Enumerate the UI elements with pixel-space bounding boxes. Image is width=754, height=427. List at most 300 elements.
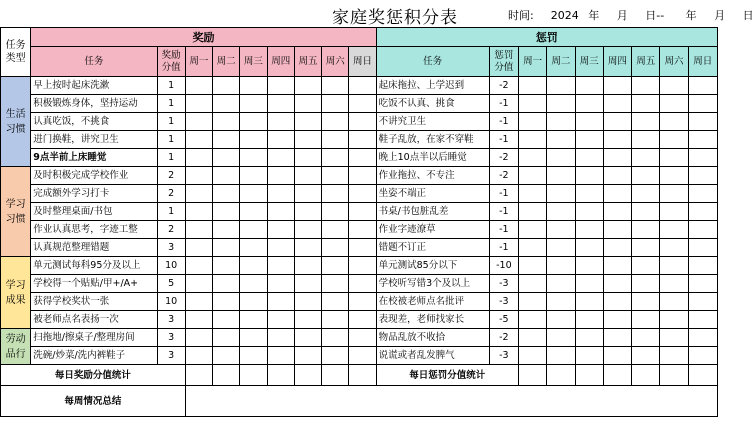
penalty-total-cell[interactable] [575, 365, 603, 386]
reward-day-cell[interactable] [349, 293, 376, 311]
penalty-day-cell[interactable] [632, 239, 660, 257]
penalty-total-cell[interactable] [603, 365, 631, 386]
penalty-day-cell[interactable] [688, 311, 717, 329]
reward-day-cell[interactable] [349, 77, 376, 95]
reward-day-cell[interactable] [322, 329, 349, 347]
reward-day-cell[interactable] [267, 167, 294, 185]
reward-day-cell[interactable] [349, 257, 376, 275]
penalty-day-cell[interactable] [575, 347, 603, 365]
penalty-day-cell[interactable] [519, 167, 547, 185]
reward-day-cell[interactable] [349, 113, 376, 131]
reward-day-cell[interactable] [213, 293, 240, 311]
reward-day-cell[interactable] [213, 185, 240, 203]
weekly-summary-row [1, 386, 718, 417]
penalty-day-cell[interactable] [603, 149, 631, 167]
reward-day-cell[interactable] [267, 131, 294, 149]
penalty-total-cell[interactable] [632, 365, 660, 386]
penalty-total-label: 每日惩罚分值统计 [376, 365, 518, 386]
penalty-day-cell[interactable] [660, 257, 688, 275]
penalty-day-cell[interactable] [603, 221, 631, 239]
penalty-day-cell[interactable] [632, 167, 660, 185]
title-row [0, 0, 754, 28]
penalty-total-cell[interactable] [688, 365, 717, 386]
reward-day-cell[interactable] [240, 185, 267, 203]
reward-day-cell[interactable] [267, 311, 294, 329]
reward-day-cell[interactable] [322, 221, 349, 239]
table-row [1, 95, 718, 113]
reward-day-cell[interactable] [240, 149, 267, 167]
reward-day-cell[interactable] [322, 113, 349, 131]
penalty-day-header: 周三 [575, 47, 603, 77]
reward-day-cell[interactable] [213, 257, 240, 275]
reward-day-cell[interactable] [240, 221, 267, 239]
reward-day-cell[interactable] [240, 203, 267, 221]
date-line [508, 7, 754, 23]
reward-day-header: 周三 [240, 47, 267, 77]
reward-day-cell[interactable] [240, 131, 267, 149]
penalty-day-cell[interactable] [660, 95, 688, 113]
penalty-day-cell[interactable] [660, 113, 688, 131]
reward-task-cell: 9点半前上床睡觉 [31, 149, 157, 167]
penalty-total-cell[interactable] [519, 365, 547, 386]
penalty-day-cell[interactable] [575, 293, 603, 311]
penalty-day-cell[interactable] [547, 221, 575, 239]
penalty-day-cell[interactable] [575, 275, 603, 293]
penalty-day-cell[interactable] [519, 329, 547, 347]
reward-day-cell[interactable] [294, 293, 321, 311]
reward-day-cell[interactable] [267, 149, 294, 167]
reward-points-cell: 1 [157, 113, 185, 131]
reward-task-cell: 及时积极完成学校作业 [31, 167, 157, 185]
reward-day-cell[interactable] [185, 347, 212, 365]
penalty-day-cell[interactable] [632, 293, 660, 311]
reward-day-cell[interactable] [185, 149, 212, 167]
penalty-day-cell[interactable] [547, 257, 575, 275]
reward-day-cell[interactable] [349, 239, 376, 257]
penalty-day-cell[interactable] [603, 77, 631, 95]
reward-day-cell[interactable] [322, 347, 349, 365]
penalty-day-cell[interactable] [519, 149, 547, 167]
reward-day-cell[interactable] [185, 311, 212, 329]
reward-day-cell[interactable] [267, 221, 294, 239]
penalty-task-cell: 鞋子乱放，在家不穿鞋 [376, 131, 489, 149]
reward-day-cell[interactable] [185, 239, 212, 257]
penalty-points-cell: -3 [489, 347, 518, 365]
reward-day-cell[interactable] [240, 275, 267, 293]
reward-day-cell[interactable] [185, 203, 212, 221]
penalty-day-cell[interactable] [660, 203, 688, 221]
penalty-day-cell[interactable] [575, 77, 603, 95]
penalty-day-cell[interactable] [603, 185, 631, 203]
reward-day-cell[interactable] [240, 113, 267, 131]
penalty-day-cell[interactable] [660, 239, 688, 257]
reward-day-cell[interactable] [322, 293, 349, 311]
reward-day-cell[interactable] [267, 95, 294, 113]
penalty-day-cell[interactable] [575, 257, 603, 275]
reward-day-cell[interactable] [185, 95, 212, 113]
category-cell: 学习习惯 [1, 167, 31, 257]
penalty-day-cell[interactable] [688, 329, 717, 347]
penalty-day-cell[interactable] [575, 131, 603, 149]
reward-day-cell[interactable] [294, 95, 321, 113]
reward-day-cell[interactable] [240, 239, 267, 257]
reward-day-cell[interactable] [294, 239, 321, 257]
reward-total-cell[interactable] [267, 365, 294, 386]
reward-day-cell[interactable] [213, 77, 240, 95]
reward-total-cell[interactable] [240, 365, 267, 386]
table-row [1, 77, 718, 95]
reward-day-cell[interactable] [322, 167, 349, 185]
penalty-day-cell[interactable] [688, 275, 717, 293]
reward-task-cell: 洗碗/炒菜/洗内裤鞋子 [31, 347, 157, 365]
penalty-day-cell[interactable] [547, 185, 575, 203]
reward-day-cell[interactable] [349, 167, 376, 185]
reward-day-cell[interactable] [240, 293, 267, 311]
reward-day-cell[interactable] [185, 257, 212, 275]
reward-day-cell[interactable] [185, 113, 212, 131]
penalty-day-cell[interactable] [632, 257, 660, 275]
date-year[interactable]: 2024 [550, 9, 579, 22]
penalty-day-cell[interactable] [603, 329, 631, 347]
reward-day-cell[interactable] [294, 257, 321, 275]
penalty-day-cell[interactable] [632, 113, 660, 131]
reward-day-cell[interactable] [185, 185, 212, 203]
penalty-day-header: 周四 [603, 47, 631, 77]
weekly-summary-field[interactable] [185, 386, 717, 417]
daily-total-row [1, 365, 718, 386]
reward-points-header: 奖励分值 [157, 47, 185, 77]
penalty-day-cell[interactable] [688, 167, 717, 185]
reward-day-cell[interactable] [213, 221, 240, 239]
reward-day-cell[interactable] [185, 329, 212, 347]
penalty-day-cell[interactable] [688, 293, 717, 311]
penalty-day-cell[interactable] [519, 221, 547, 239]
category-cell: 学习成果 [1, 257, 31, 329]
penalty-day-cell[interactable] [660, 185, 688, 203]
penalty-day-cell[interactable] [547, 77, 575, 95]
reward-task-cell: 早上按时起床洗漱 [31, 77, 157, 95]
penalty-day-cell[interactable] [547, 131, 575, 149]
penalty-section-header: 惩罚 [376, 28, 717, 47]
penalty-day-cell[interactable] [519, 185, 547, 203]
penalty-day-cell[interactable] [575, 185, 603, 203]
table-row [1, 149, 718, 167]
date-day-unit-2: 日 [742, 9, 754, 22]
penalty-day-cell[interactable] [519, 203, 547, 221]
reward-day-cell[interactable] [322, 77, 349, 95]
penalty-day-cell[interactable] [547, 239, 575, 257]
reward-day-cell[interactable] [213, 149, 240, 167]
penalty-day-cell[interactable] [519, 239, 547, 257]
reward-total-cell[interactable] [349, 365, 376, 386]
reward-day-cell[interactable] [349, 275, 376, 293]
penalty-day-cell[interactable] [547, 329, 575, 347]
reward-day-cell[interactable] [240, 311, 267, 329]
penalty-total-cell[interactable] [547, 365, 575, 386]
table-row [1, 185, 718, 203]
reward-day-cell[interactable] [294, 311, 321, 329]
reward-task-cell: 进门换鞋，讲究卫生 [31, 131, 157, 149]
reward-day-cell[interactable] [267, 203, 294, 221]
reward-day-cell[interactable] [322, 275, 349, 293]
penalty-day-cell[interactable] [519, 131, 547, 149]
date-month-unit-2: 月 [714, 9, 726, 22]
penalty-day-cell[interactable] [519, 347, 547, 365]
reward-day-cell[interactable] [294, 113, 321, 131]
reward-day-cell[interactable] [267, 293, 294, 311]
reward-day-cell[interactable] [349, 131, 376, 149]
penalty-day-cell[interactable] [688, 95, 717, 113]
reward-day-cell[interactable] [267, 257, 294, 275]
penalty-day-cell[interactable] [688, 347, 717, 365]
reward-day-cell[interactable] [349, 185, 376, 203]
reward-day-cell[interactable] [322, 131, 349, 149]
table-row [1, 113, 718, 131]
page-title: 家庭奖惩积分表 [332, 8, 458, 28]
penalty-day-cell[interactable] [632, 149, 660, 167]
penalty-task-cell: 晚上10点半以后睡觉 [376, 149, 489, 167]
penalty-day-cell[interactable] [660, 149, 688, 167]
reward-day-cell[interactable] [213, 167, 240, 185]
penalty-task-cell: 坐姿不端正 [376, 185, 489, 203]
reward-day-cell[interactable] [294, 221, 321, 239]
penalty-day-cell[interactable] [575, 113, 603, 131]
penalty-points-cell: -1 [489, 131, 518, 149]
reward-day-cell[interactable] [213, 113, 240, 131]
reward-day-cell[interactable] [267, 275, 294, 293]
penalty-points-cell: -1 [489, 95, 518, 113]
penalty-day-cell[interactable] [688, 203, 717, 221]
reward-day-cell[interactable] [322, 239, 349, 257]
penalty-day-cell[interactable] [660, 293, 688, 311]
penalty-day-cell[interactable] [575, 95, 603, 113]
reward-day-cell[interactable] [267, 329, 294, 347]
reward-day-cell[interactable] [349, 329, 376, 347]
penalty-day-cell[interactable] [688, 131, 717, 149]
penalty-day-cell[interactable] [632, 95, 660, 113]
reward-day-cell[interactable] [213, 347, 240, 365]
penalty-day-cell[interactable] [603, 113, 631, 131]
reward-day-cell[interactable] [349, 149, 376, 167]
penalty-day-cell[interactable] [603, 95, 631, 113]
penalty-day-cell[interactable] [547, 167, 575, 185]
reward-day-cell[interactable] [322, 311, 349, 329]
penalty-day-cell[interactable] [632, 275, 660, 293]
reward-day-cell[interactable] [185, 275, 212, 293]
reward-points-cell: 3 [157, 239, 185, 257]
reward-day-cell[interactable] [240, 77, 267, 95]
reward-day-cell[interactable] [213, 275, 240, 293]
penalty-day-cell[interactable] [603, 293, 631, 311]
reward-day-cell[interactable] [240, 347, 267, 365]
penalty-day-cell[interactable] [519, 311, 547, 329]
reward-day-cell[interactable] [294, 275, 321, 293]
reward-total-cell[interactable] [213, 365, 240, 386]
reward-day-cell[interactable] [240, 167, 267, 185]
reward-day-cell[interactable] [240, 257, 267, 275]
reward-day-cell[interactable] [294, 203, 321, 221]
penalty-day-cell[interactable] [603, 347, 631, 365]
reward-day-cell[interactable] [294, 167, 321, 185]
reward-total-cell[interactable] [294, 365, 321, 386]
penalty-points-cell: -3 [489, 275, 518, 293]
penalty-points-cell: -1 [489, 239, 518, 257]
reward-day-cell[interactable] [240, 329, 267, 347]
penalty-day-cell[interactable] [603, 257, 631, 275]
reward-total-cell[interactable] [185, 365, 212, 386]
table-row [1, 167, 718, 185]
reward-day-header: 周五 [294, 47, 321, 77]
reward-day-cell[interactable] [294, 131, 321, 149]
penalty-day-cell[interactable] [632, 347, 660, 365]
reward-day-cell[interactable] [294, 347, 321, 365]
reward-day-cell[interactable] [185, 131, 212, 149]
reward-day-cell[interactable] [213, 239, 240, 257]
reward-day-cell[interactable] [322, 149, 349, 167]
penalty-task-header: 任务 [376, 47, 489, 77]
reward-day-cell[interactable] [322, 257, 349, 275]
penalty-day-cell[interactable] [660, 221, 688, 239]
reward-day-cell[interactable] [213, 311, 240, 329]
penalty-day-cell[interactable] [547, 95, 575, 113]
penalty-day-cell[interactable] [519, 95, 547, 113]
penalty-day-cell[interactable] [688, 185, 717, 203]
penalty-day-cell[interactable] [632, 311, 660, 329]
penalty-day-cell[interactable] [688, 257, 717, 275]
penalty-day-cell[interactable] [603, 203, 631, 221]
table-row [1, 293, 718, 311]
penalty-day-cell[interactable] [660, 329, 688, 347]
penalty-task-cell: 起床拖拉、上学迟到 [376, 77, 489, 95]
penalty-day-cell[interactable] [688, 221, 717, 239]
penalty-day-header: 周六 [660, 47, 688, 77]
penalty-task-cell: 在校被老师点名批评 [376, 293, 489, 311]
penalty-day-cell[interactable] [575, 203, 603, 221]
penalty-day-cell[interactable] [688, 77, 717, 95]
reward-day-cell[interactable] [349, 311, 376, 329]
reward-day-cell[interactable] [185, 77, 212, 95]
reward-day-cell[interactable] [240, 95, 267, 113]
penalty-day-cell[interactable] [632, 77, 660, 95]
penalty-day-cell[interactable] [632, 185, 660, 203]
penalty-day-cell[interactable] [632, 329, 660, 347]
penalty-day-cell[interactable] [575, 149, 603, 167]
reward-day-cell[interactable] [294, 329, 321, 347]
reward-day-cell[interactable] [349, 203, 376, 221]
reward-total-label: 每日奖励分值统计 [1, 365, 186, 386]
penalty-day-cell[interactable] [547, 203, 575, 221]
penalty-day-cell[interactable] [603, 131, 631, 149]
penalty-day-cell[interactable] [547, 149, 575, 167]
reward-day-cell[interactable] [267, 239, 294, 257]
penalty-day-cell[interactable] [575, 329, 603, 347]
reward-task-cell: 积极锻炼身体，坚持运动 [31, 95, 157, 113]
reward-day-cell[interactable] [213, 95, 240, 113]
penalty-day-cell[interactable] [519, 257, 547, 275]
penalty-day-cell[interactable] [519, 77, 547, 95]
penalty-day-cell[interactable] [660, 311, 688, 329]
reward-day-cell[interactable] [267, 347, 294, 365]
reward-day-cell[interactable] [213, 203, 240, 221]
reward-day-cell[interactable] [294, 149, 321, 167]
penalty-day-cell[interactable] [575, 239, 603, 257]
penalty-day-cell[interactable] [603, 311, 631, 329]
penalty-day-cell[interactable] [603, 275, 631, 293]
reward-day-cell[interactable] [349, 221, 376, 239]
penalty-day-cell[interactable] [575, 221, 603, 239]
penalty-day-cell[interactable] [603, 167, 631, 185]
penalty-day-cell[interactable] [603, 239, 631, 257]
penalty-day-header: 周二 [547, 47, 575, 77]
reward-task-cell: 获得学校奖状一张 [31, 293, 157, 311]
penalty-day-cell[interactable] [547, 113, 575, 131]
reward-day-cell[interactable] [322, 185, 349, 203]
date-label: 时间: [508, 9, 534, 22]
reward-day-header: 周日 [349, 47, 376, 77]
penalty-total-cell[interactable] [660, 365, 688, 386]
reward-day-cell[interactable] [322, 203, 349, 221]
penalty-day-cell[interactable] [660, 275, 688, 293]
reward-points-cell: 2 [157, 167, 185, 185]
penalty-day-cell[interactable] [688, 113, 717, 131]
penalty-day-cell[interactable] [547, 275, 575, 293]
penalty-day-cell[interactable] [632, 221, 660, 239]
reward-day-cell[interactable] [213, 329, 240, 347]
reward-day-cell[interactable] [185, 221, 212, 239]
penalty-day-cell[interactable] [575, 311, 603, 329]
penalty-day-cell[interactable] [575, 167, 603, 185]
reward-day-cell[interactable] [267, 77, 294, 95]
reward-task-cell: 完成额外学习打卡 [31, 185, 157, 203]
penalty-day-header: 周五 [632, 47, 660, 77]
reward-day-cell[interactable] [213, 131, 240, 149]
reward-day-header: 周一 [185, 47, 212, 77]
reward-total-cell[interactable] [322, 365, 349, 386]
penalty-day-cell[interactable] [632, 203, 660, 221]
reward-day-cell[interactable] [294, 185, 321, 203]
date-month-unit: 月 [616, 9, 628, 22]
reward-day-cell[interactable] [185, 293, 212, 311]
reward-day-header: 周二 [213, 47, 240, 77]
penalty-day-cell[interactable] [519, 293, 547, 311]
penalty-task-cell: 物品乱放不收拾 [376, 329, 489, 347]
reward-day-cell[interactable] [267, 113, 294, 131]
penalty-day-cell[interactable] [688, 239, 717, 257]
reward-day-cell[interactable] [349, 347, 376, 365]
penalty-day-cell[interactable] [688, 149, 717, 167]
penalty-day-cell[interactable] [547, 311, 575, 329]
reward-day-cell[interactable] [294, 77, 321, 95]
reward-day-cell[interactable] [267, 185, 294, 203]
table-row [1, 329, 718, 347]
penalty-day-cell[interactable] [660, 347, 688, 365]
reward-points-cell: 3 [157, 311, 185, 329]
date-year-unit-2: 年 [685, 9, 697, 22]
table-row [1, 203, 718, 221]
reward-day-cell[interactable] [185, 167, 212, 185]
penalty-day-cell[interactable] [547, 293, 575, 311]
penalty-day-cell[interactable] [660, 77, 688, 95]
penalty-day-cell[interactable] [660, 167, 688, 185]
reward-day-cell[interactable] [349, 95, 376, 113]
penalty-day-cell[interactable] [632, 131, 660, 149]
reward-day-cell[interactable] [322, 95, 349, 113]
penalty-day-cell[interactable] [519, 275, 547, 293]
penalty-day-cell[interactable] [519, 113, 547, 131]
penalty-day-cell[interactable] [660, 131, 688, 149]
penalty-task-cell: 错题不订正 [376, 239, 489, 257]
penalty-day-cell[interactable] [547, 347, 575, 365]
